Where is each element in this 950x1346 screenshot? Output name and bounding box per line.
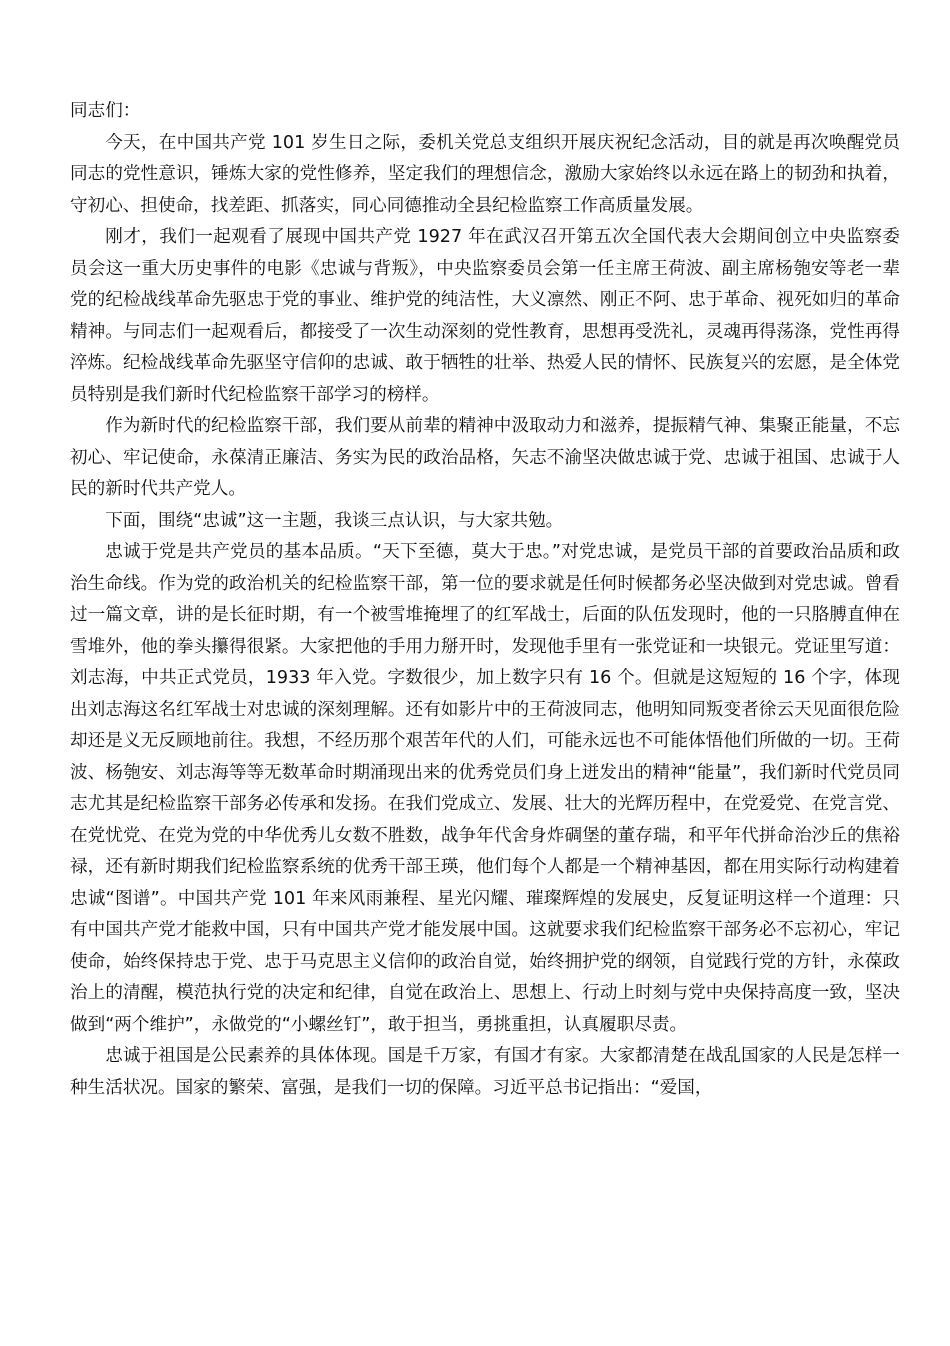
paragraph-three-points: 下面，围绕“忠诚”这一主题，我谈三点认识，与大家共勉。 — [105, 510, 564, 531]
paragraph-opening: 今天，在中国共产党 101 岁生日之际，委机关党总支组织开展庆祝纪念活动，目的就是再次唤醒党员同志的党性意识，锤炼大家的党性修养，坚定我们的理想信念，激励大家始终以永远在路上的韧劲和执着，守初心、担使命，找差距、抓落实，同心同德推动全县纪检监察工作高质量发展。 — [70, 132, 900, 216]
paragraph-loyal-to-country: 忠诚于祖国是公民素养的具体体现。国是千万家，有国才有家。大家都清楚在战乱国家的人民是怎样一种生活状况。国家的繁荣、富强，是我们一切的保障。习近平总书记指出：“爱国， — [70, 1046, 900, 1098]
paragraph-loyal-to-party: 忠诚于党是共产党员的基本品质。“天下至德，莫大于忠。”对党忠诚，是党员干部的首要政治品质和政治生命线。作为党的政治机关的纪检监察干部，第一位的要求就是任何时候都务必坚决做到对党忠诚。曾看过一篇文章，讲的是长征时期，有一个被雪堆掩埋了的红军战士，后面的队伍发现时，他的一只胳膊直伸在雪堆外，他的拳头攥得很紧。大家把他的手用力掰开时，发现他手里有一张党证和一块银元。党证里写道：刘志海，中共正式党员，1933 年入党。字数很少，加上数字只有 16 个。但就是这短短的 16 个字，体现出刘志海这名红军战士对忠诚的深刻理解。还有如影片中的王荷波同志，他明知同叛变者徐云天见面很危险却还是义无反顾地前往。我想，不经历那个艰苦年代的人们，可能永远也不可能体悟他们所做的一切。王荷波、杨匏安、刘志海等等无数革命时期涌现出来的优秀党员们身上迸发出的精神“能量”，我们新时代党员同志尤其是纪检监察干部务必传承和发扬。在我们党成立、发展、壮大的光辉历程中，在党爱党、在党言党、在党忧党、在党为党的中华优秀儿女数不胜数，战争年代舍身炸碉堡的董存瑞，和平年代拼命治沙丘的焦裕禄，还有新时期我们纪检监察系统的优秀干部王瑛，他们每个人都是一个精神基因，都在用实际行动构建着忠诚“图谱”。中国共产党 101 年来风雨兼程、星光闪耀、璀璨辉煌的发展史，反复证明这样一个道理：只有中国共产党才能救中国，只有中国共产党才能发展中国。这就要求我们纪检监察干部务必不忘初心，牢记使命，始终保持忠于党、忠于马克思主义信仰的政治自觉，始终拥护党的纲领，自觉践行党的方针，永葆政治上的清醒，模范执行党的决定和纪律，自觉在政治上、思想上、行动上时刻与党中央保持高度一致，坚决做到“两个维护”，永做党的“小螺丝钉”，敢于担当，勇挑重担，认真履职尽责。 — [70, 542, 900, 1035]
paragraph-new-era: 作为新时代的纪检监察干部，我们要从前辈的精神中汲取动力和滋养，提振精气神、集聚正能量，不忘初心、牢记使命，永葆清正廉洁、务实为民的政治品格，矢志不渝坚决做忠诚于党、忠诚于祖国、忠诚于人民的新时代共产党人。 — [70, 416, 900, 499]
salutation: 同志们： — [70, 101, 141, 121]
document-page — [70, 96, 900, 1104]
paragraph-film: 刚才，我们一起观看了展现中国共产党 1927 年在武汉召开第五次全国代表大会期间创立中央监察委员会这一重大历史事件的电影《忠诚与背叛》，中央监察委员会第一任主席王荷波、副主席杨匏安等老一辈党的纪检战线革命先驱忠于党的事业、维护党的纯洁性，大义凛然、刚正不阿、忠于革命、视死如归的革命精神。与同志们一起观看后，都接受了一次生动深刻的党性教育，思想再受洗礼，灵魂再得荡涤，党性再得淬炼。纪检战线革命先驱坚守信仰的忠诚、敢于牺牲的壮举、热爱人民的情怀、民族复兴的宏愿，是全体党员特别是我们新时代纪检监察干部学习的榜样。 — [70, 227, 900, 405]
